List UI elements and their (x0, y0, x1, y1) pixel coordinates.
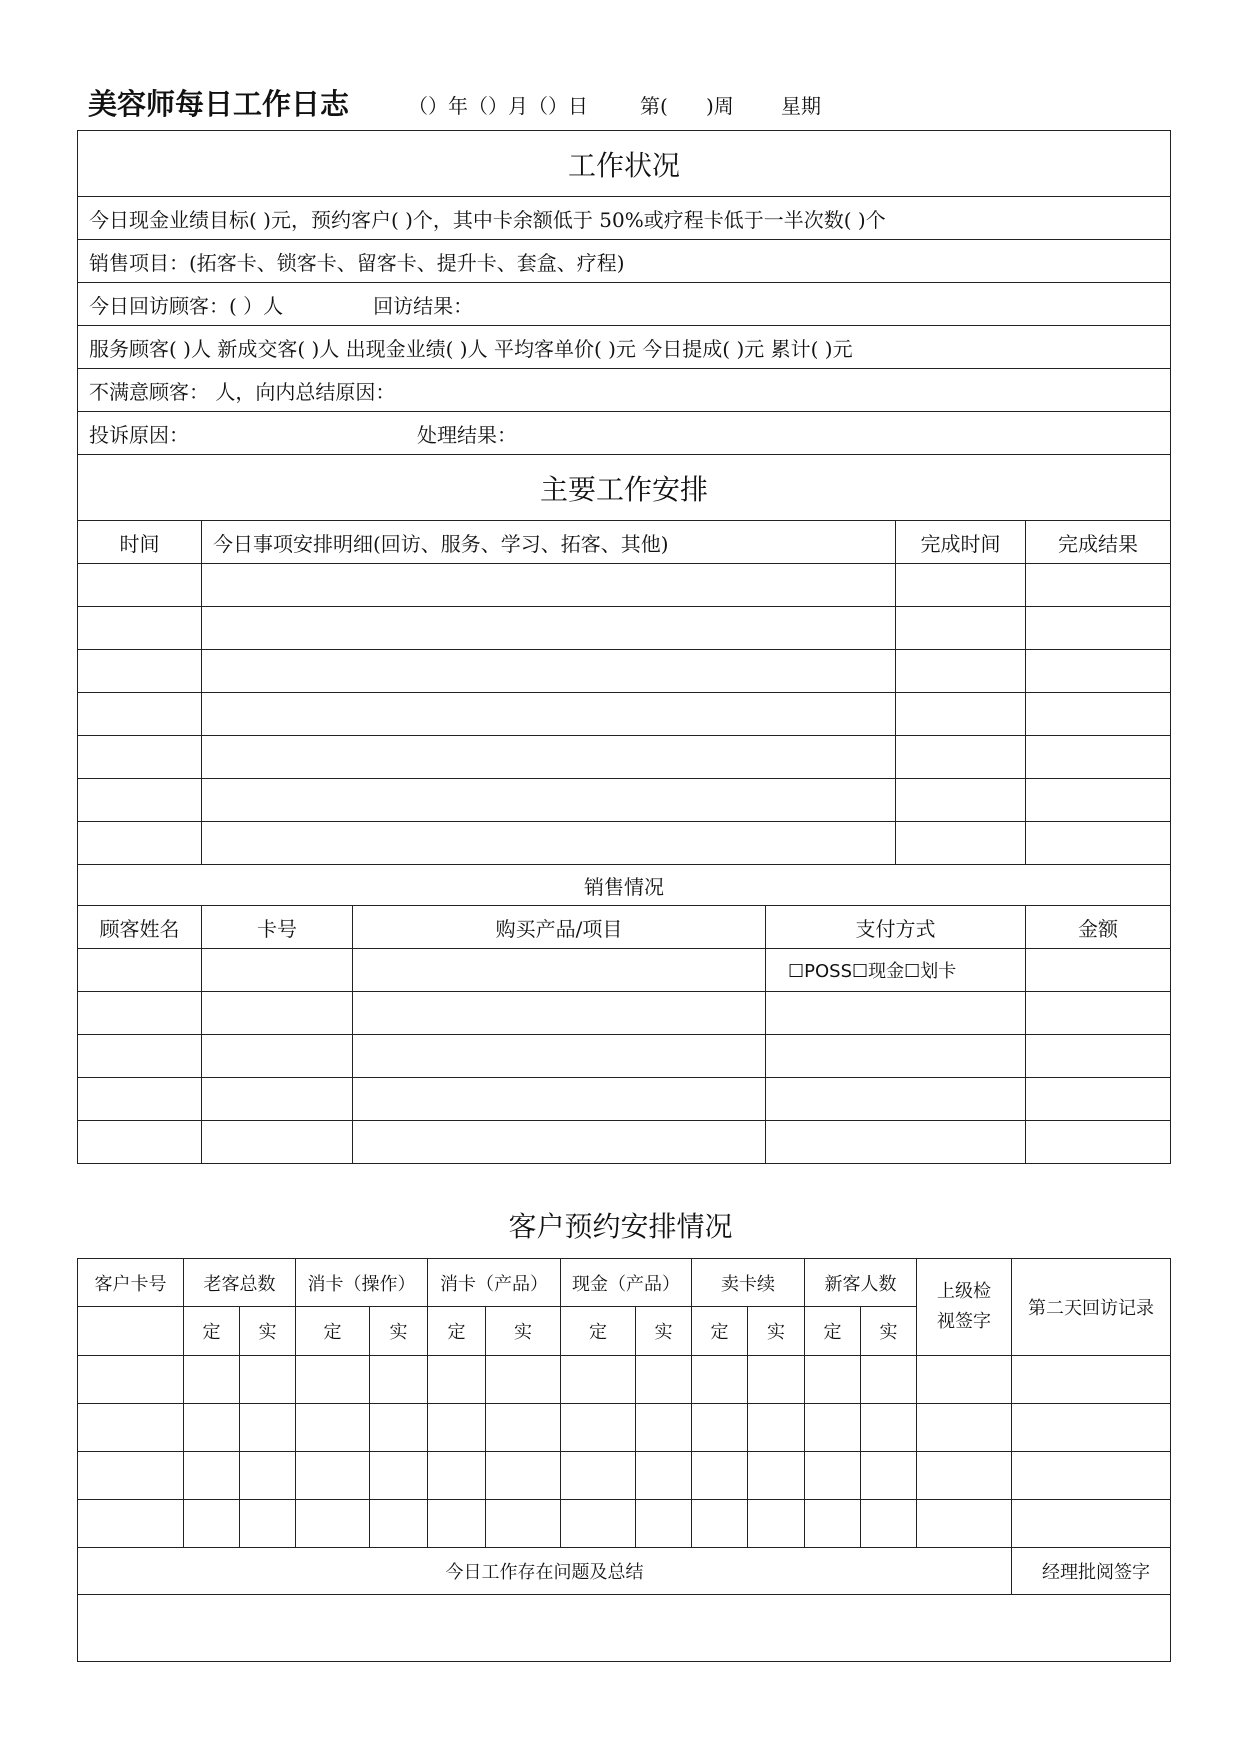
col-card-number: 卡号 (202, 906, 353, 949)
col-supervisor-sign: 上级检视签字 (917, 1259, 1012, 1356)
table-row (78, 693, 1171, 736)
task-cell[interactable] (202, 693, 896, 736)
work-log-table (77, 130, 1171, 1164)
appointment-cell[interactable] (917, 1500, 1012, 1548)
time-cell[interactable] (78, 650, 202, 693)
page-header (88, 78, 1168, 124)
card-number-cell[interactable] (202, 949, 353, 992)
finish-time-cell[interactable] (896, 822, 1026, 865)
actual-label: 实 (636, 1307, 692, 1356)
col-time: 时间 (78, 521, 202, 564)
appointment-cell[interactable] (370, 1404, 428, 1452)
payment-cell[interactable] (766, 1035, 1026, 1078)
appointment-cell[interactable] (917, 1452, 1012, 1500)
manager-sign-label: 经理批阅签字 (1012, 1548, 1171, 1595)
product-cell[interactable] (353, 949, 766, 992)
appointment-cell[interactable] (486, 1356, 561, 1404)
col-customer-card: 客户卡号 (78, 1259, 184, 1307)
appointment-cell[interactable] (370, 1356, 428, 1404)
complaint-result[interactable]: 处理结果： (417, 422, 517, 447)
payment-cell[interactable] (766, 992, 1026, 1035)
actual-label: 实 (486, 1307, 561, 1356)
appointment-cell[interactable] (692, 1404, 748, 1452)
appointment-cell[interactable] (748, 1404, 805, 1452)
appointment-cell[interactable] (636, 1356, 692, 1404)
complaint-line[interactable] (78, 412, 1171, 455)
time-cell[interactable] (78, 693, 202, 736)
blank-cell (78, 1307, 184, 1356)
appointment-cell[interactable] (240, 1356, 296, 1404)
sales-rows (78, 949, 1171, 1164)
next-day-visit-cell[interactable] (1012, 1500, 1171, 1548)
plan-label: 定 (805, 1307, 861, 1356)
appointment-cell[interactable] (805, 1452, 861, 1500)
time-cell[interactable] (78, 736, 202, 779)
table-row (78, 1404, 1171, 1452)
time-cell[interactable] (78, 607, 202, 650)
sales-title: 销售情况 (78, 865, 1171, 906)
appointment-cell[interactable] (240, 1404, 296, 1452)
finish-time-cell[interactable] (896, 736, 1026, 779)
appointment-cell[interactable] (296, 1452, 370, 1500)
amount-cell[interactable] (1026, 1078, 1171, 1121)
appointment-cell[interactable] (78, 1404, 184, 1452)
return-visit-line[interactable] (78, 283, 1171, 326)
payment-cell[interactable] (766, 1121, 1026, 1164)
card-number-cell[interactable] (202, 1078, 353, 1121)
return-visit-result[interactable]: 回访结果： (373, 293, 474, 318)
col-finish-result: 完成结果 (1026, 521, 1171, 564)
card-number-cell[interactable] (202, 1035, 353, 1078)
finish-time-cell[interactable] (896, 693, 1026, 736)
table-row (78, 992, 1171, 1035)
product-cell[interactable] (353, 1078, 766, 1121)
appointment-cell[interactable] (428, 1452, 486, 1500)
table-row (78, 607, 1171, 650)
task-cell[interactable] (202, 822, 896, 865)
appointment-cell[interactable] (428, 1356, 486, 1404)
col-new-customers: 新客人数 (805, 1259, 917, 1307)
next-day-visit-cell[interactable] (1012, 1404, 1171, 1452)
time-cell[interactable] (78, 779, 202, 822)
table-row (78, 1078, 1171, 1121)
table-row (78, 822, 1171, 865)
customer-name-cell[interactable] (78, 992, 202, 1035)
appointment-table (77, 1258, 1171, 1662)
amount-cell[interactable] (1026, 1035, 1171, 1078)
appointment-cell[interactable] (184, 1356, 240, 1404)
page-title: 美容师每日工作日志 (88, 87, 350, 121)
col-card-renewal: 卖卡续 (692, 1259, 805, 1307)
service-stats-line[interactable]: 服务顾客( )人 新成交客( )人 出现金业绩( )人 平均客单价( )元 今日提成( )元 累计( )元 (78, 326, 1171, 369)
customer-name-cell[interactable] (78, 1078, 202, 1121)
work-rows (78, 564, 1171, 865)
appointment-cell[interactable] (486, 1404, 561, 1452)
col-cash-product: 现金（产品） (561, 1259, 692, 1307)
appointment-cell[interactable] (561, 1452, 636, 1500)
appointment-cell[interactable] (692, 1500, 748, 1548)
col-next-day-visit: 第二天回访记录 (1012, 1259, 1171, 1356)
table-row (78, 736, 1171, 779)
plan-label: 定 (184, 1307, 240, 1356)
finish-time-cell[interactable] (896, 607, 1026, 650)
amount-cell[interactable] (1026, 1121, 1171, 1164)
appointment-cell[interactable] (486, 1452, 561, 1500)
appointment-cell[interactable] (428, 1404, 486, 1452)
appointment-cell[interactable] (748, 1500, 805, 1548)
appointment-cell[interactable] (861, 1452, 917, 1500)
appointment-cell[interactable] (861, 1500, 917, 1548)
plan-label: 定 (692, 1307, 748, 1356)
table-row (78, 1121, 1171, 1164)
table-row (78, 779, 1171, 822)
actual-label: 实 (861, 1307, 917, 1356)
col-old-customers: 老客总数 (184, 1259, 296, 1307)
table-row (78, 1500, 1171, 1548)
table-row (78, 1356, 1171, 1404)
finish-result-cell[interactable] (1026, 822, 1171, 865)
appointment-title: 客户预约安排情况 (508, 1210, 733, 1243)
finish-result-cell[interactable] (1026, 736, 1171, 779)
appointment-rows (78, 1356, 1171, 1548)
cash-target-line[interactable]: 今日现金业绩目标( )元，预约客户( )个，其中卡余额低于 50%或疗程卡低于一半次数( )个 (78, 197, 1171, 240)
return-visit-count[interactable]: 今日回访顾客：( ）人 (89, 293, 284, 318)
appointment-cell[interactable] (636, 1404, 692, 1452)
customer-name-cell[interactable] (78, 1035, 202, 1078)
table-row (78, 1452, 1171, 1500)
appointment-cell[interactable] (184, 1404, 240, 1452)
col-product: 购买产品/项目 (353, 906, 766, 949)
task-cell[interactable] (202, 650, 896, 693)
appointment-cell[interactable] (805, 1356, 861, 1404)
actual-label: 实 (240, 1307, 296, 1356)
appointment-cell[interactable] (428, 1500, 486, 1548)
appointment-cell[interactable] (561, 1404, 636, 1452)
main-work-title: 主要工作安排 (78, 455, 1171, 521)
appointment-cell[interactable] (296, 1500, 370, 1548)
amount-cell[interactable] (1026, 949, 1171, 992)
col-amount: 金额 (1026, 906, 1171, 949)
finish-result-cell[interactable] (1026, 693, 1171, 736)
plan-label: 定 (428, 1307, 486, 1356)
appointment-cell[interactable] (917, 1356, 1012, 1404)
actual-label: 实 (748, 1307, 805, 1356)
table-row (78, 1035, 1171, 1078)
sales-items-line[interactable]: 销售项目：(拓客卡、锁客卡、留客卡、提升卡、套盒、疗程) (78, 240, 1171, 283)
appointment-cell[interactable] (78, 1452, 184, 1500)
appointment-cell[interactable] (861, 1356, 917, 1404)
appointment-cell[interactable] (748, 1356, 805, 1404)
finish-time-cell[interactable] (896, 779, 1026, 822)
summary-label: 今日工作存在问题及总结 (78, 1548, 1012, 1595)
col-consume-operation: 消卡（操作） (296, 1259, 428, 1307)
appointment-cell[interactable] (561, 1356, 636, 1404)
time-cell[interactable] (78, 564, 202, 607)
appointment-cell[interactable] (805, 1404, 861, 1452)
table-row (78, 564, 1171, 607)
actual-label: 实 (370, 1307, 428, 1356)
plan-label: 定 (561, 1307, 636, 1356)
complaint-reason[interactable]: 投诉原因： (89, 422, 189, 447)
date-field[interactable]: （）年（）月（）日 (408, 94, 588, 118)
summary-field[interactable] (78, 1595, 1171, 1662)
next-day-visit-cell[interactable] (1012, 1356, 1171, 1404)
product-cell[interactable] (353, 992, 766, 1035)
dissatisfied-line[interactable]: 不满意顾客： 人，向内总结原因： (78, 369, 1171, 412)
finish-result-cell[interactable] (1026, 564, 1171, 607)
table-row (78, 949, 1171, 992)
payment-cell[interactable]: ☐POSS☐现金☐划卡 (766, 949, 1026, 992)
product-cell[interactable] (353, 1035, 766, 1078)
finish-result-cell[interactable] (1026, 650, 1171, 693)
col-payment: 支付方式 (766, 906, 1026, 949)
col-finish-time: 完成时间 (896, 521, 1026, 564)
appointment-cell[interactable] (636, 1452, 692, 1500)
appointment-cell[interactable] (917, 1404, 1012, 1452)
task-cell[interactable] (202, 779, 896, 822)
customer-name-cell[interactable] (78, 1121, 202, 1164)
finish-time-cell[interactable] (896, 650, 1026, 693)
work-status-title: 工作状况 (78, 131, 1171, 197)
card-number-cell[interactable] (202, 992, 353, 1035)
time-cell[interactable] (78, 822, 202, 865)
appointment-cell[interactable] (78, 1500, 184, 1548)
table-row (78, 650, 1171, 693)
appointment-cell[interactable] (296, 1404, 370, 1452)
weekday-field[interactable]: 星期 (781, 94, 821, 118)
plan-label: 定 (296, 1307, 370, 1356)
payment-cell[interactable] (766, 1078, 1026, 1121)
amount-cell[interactable] (1026, 992, 1171, 1035)
appointment-cell[interactable] (370, 1500, 428, 1548)
task-cell[interactable] (202, 607, 896, 650)
col-customer-name: 顾客姓名 (78, 906, 202, 949)
next-day-visit-cell[interactable] (1012, 1452, 1171, 1500)
appointment-cell[interactable] (184, 1452, 240, 1500)
appointment-cell[interactable] (486, 1500, 561, 1548)
appointment-cell[interactable] (78, 1356, 184, 1404)
col-task-detail: 今日事项安排明细(回访、服务、学习、拓客、其他) (202, 521, 896, 564)
appointment-cell[interactable] (861, 1404, 917, 1452)
appointment-cell[interactable] (636, 1500, 692, 1548)
appointment-cell[interactable] (240, 1452, 296, 1500)
appointment-cell[interactable] (692, 1452, 748, 1500)
customer-name-cell[interactable] (78, 949, 202, 992)
finish-time-cell[interactable] (896, 564, 1026, 607)
appointment-cell[interactable] (805, 1500, 861, 1548)
appointment-cell[interactable] (370, 1452, 428, 1500)
week-field[interactable]: 第( )周 (640, 94, 734, 118)
appointment-cell[interactable] (240, 1500, 296, 1548)
card-number-cell[interactable] (202, 1121, 353, 1164)
appointment-cell[interactable] (692, 1356, 748, 1404)
appointment-cell[interactable] (561, 1500, 636, 1548)
task-cell[interactable] (202, 736, 896, 779)
finish-result-cell[interactable] (1026, 779, 1171, 822)
product-cell[interactable] (353, 1121, 766, 1164)
appointment-cell[interactable] (748, 1452, 805, 1500)
appointment-cell[interactable] (296, 1356, 370, 1404)
finish-result-cell[interactable] (1026, 607, 1171, 650)
appointment-cell[interactable] (184, 1500, 240, 1548)
col-consume-product: 消卡（产品） (428, 1259, 561, 1307)
task-cell[interactable] (202, 564, 896, 607)
